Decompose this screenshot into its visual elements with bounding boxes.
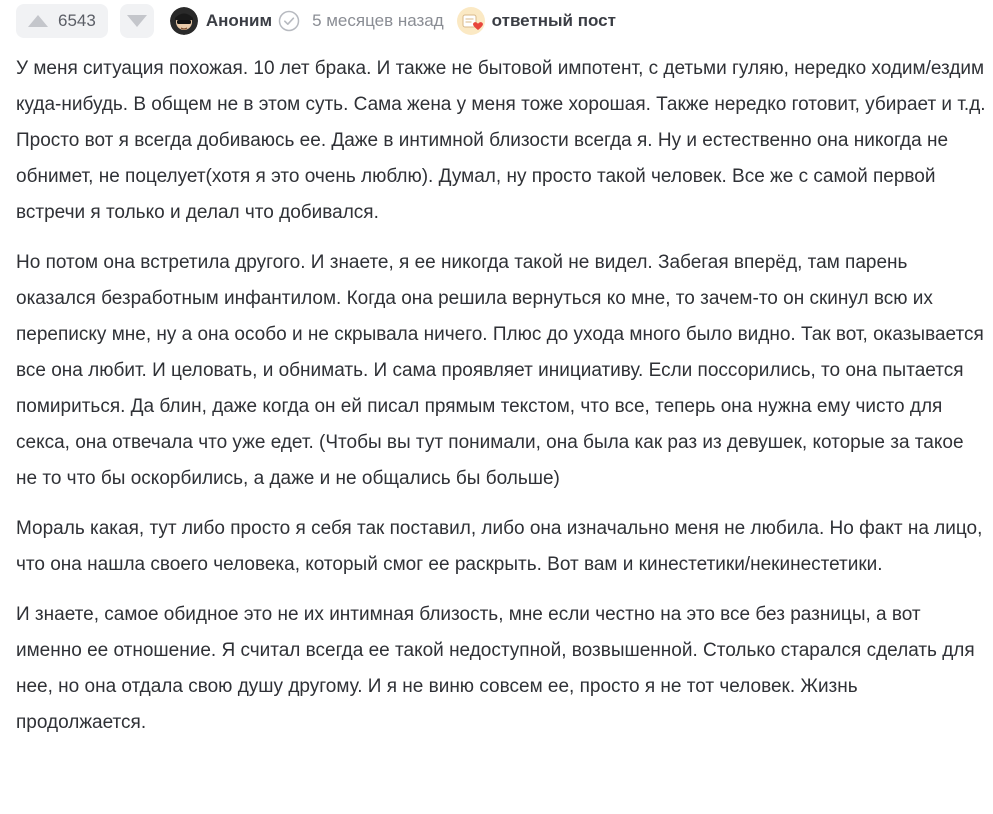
post-timestamp: 5 месяцев назад [312,11,444,30]
post-paragraph: Мораль какая, тут либо просто я себя так поставил, либо она изначально меня не любила. Но факт на лицо, что она нашла своего человека, который смог ее раскрыть. Вот вам и кинестетики/некинестетики. [16,518,983,575]
vote-count: 6543 [58,11,96,30]
downvote-button[interactable] [120,4,154,38]
post-paragraph: У меня ситуация похожая. 10 лет брака. И также не бытовой импотент, с детьми гуляю, нередко ходим/ездим куда-нибудь. В общем не в этом суть. Сама жена у меня тоже хорошая. Также нередко готовит, убирает и т.д. Просто вот я всегда добиваюсь ее. Даже в интимной близости всегда я. Ну и естественно она никогда не обнимет, не поцелует(хотя я это очень люблю). Думал, ну просто такой человек. Все же с самой первой встречи я только и делал что добивался. [16,58,986,223]
post-paragraph: И знаете, самое обидное это не их интимная близость, мне если честно на это все без разницы, а вот именно ее отношение. Я считал всегда ее такой недоступной, возвышенной. Столько старался сделать для нее, но она отдала свою душу другому. И я не виню совсем ее, просто я не тот человек. Жизнь продолжается. [16,604,975,733]
post-content [16,51,988,755]
reply-post-label[interactable]: ответный пост [491,11,616,30]
post-meta-bar [16,4,616,38]
arrow-up-icon [28,15,48,27]
check-circle-icon [278,10,300,32]
reply-post-icon [456,6,486,36]
arrow-down-icon [127,15,147,27]
anonymous-avatar-icon[interactable] [170,7,198,35]
upvote-button[interactable] [16,4,108,38]
post-paragraph: Но потом она встретила другого. И знаете, я ее никогда такой не видел. Забегая вперёд, там парень оказался безработным инфантилом. Когда она решила вернуться ко мне, то зачем-то он скинул всю их переписку мне, ну а она особо и не скрывала ничего. Плюс до ухода много было видно. Так вот, оказывается все она любит. И целовать, и обнимать. И сама проявляет инициативу. Если поссорились, то она пытается помириться. Да блин, даже когда он ей писал прямым текстом, что все, теперь она нужна ему чисто для секса, она отвечала что уже едет. (Чтобы вы тут понимали, она была как раз из девушек, которые за такое не то что бы оскорбились, а даже и не общались бы больше) [16,252,984,489]
author-name[interactable]: Аноним [205,11,273,30]
